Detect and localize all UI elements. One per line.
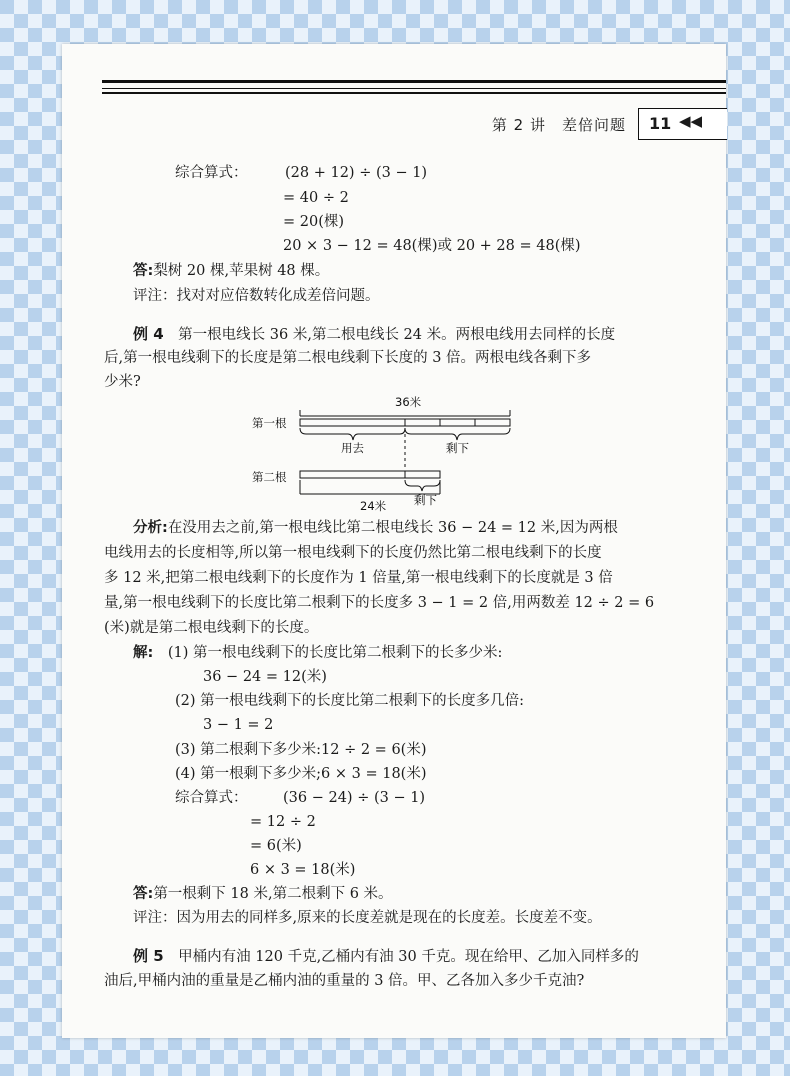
solution-label: 解: [133,645,154,661]
example4-line: 少米? [104,374,141,390]
wire-two-bar [300,471,440,478]
formula-line: = 6(米) [250,838,302,854]
comment: 评注：因为用去的同样多,原来的长度差就是现在的长度差。长度差不变。 [133,910,602,926]
row2-label: 第二根 [252,470,287,484]
header-rule [102,80,726,83]
header-rule [102,92,726,94]
formula-line: = 40 ÷ 2 [283,190,349,206]
example4-text: 第一根电线长 36 米,第二根电线长 24 米。两根电线用去同样的长度 [178,327,616,343]
answer-text: 梨树 20 棵,苹果树 48 棵。 [153,263,330,279]
solution-step: 3 − 1 = 2 [203,717,274,733]
analysis-line: 多 12 米,把第二根电线剩下的长度作为 1 倍量,第一根电线剩下的长度就是 3 倍 [104,570,613,586]
page-number: 11 [649,114,672,133]
line-segment-diagram [190,348,550,516]
analysis-label: 分析: [133,520,168,536]
answer-label: 答: [133,263,154,279]
row1-label: 第一根 [252,416,287,430]
analysis-line: (米)就是第二根电线剩下的长度。 [104,620,319,636]
solution-step: (3) 第二根剩下多少米:12 ÷ 2 = 6(米) [175,742,427,758]
example4-line [133,324,615,345]
running-title: 第 2 讲 差倍问题 [491,116,626,134]
example4-line: 后,第一根电线剩下的长度是第二根电线剩下长度的 3 倍。两根电线各剩下多 [104,350,592,366]
page-number-box [638,108,727,140]
formula-label: 综合算式： [175,165,248,181]
analysis-text: 在没用去之前,第一根电线比第二根电线长 36 − 24 = 12 米,因为两根 [167,520,618,536]
formula-line: (36 − 24) ÷ (3 − 1) [283,790,426,806]
formula-label: 综合算式： [175,790,248,806]
answer-label: 答: [133,886,154,902]
answer-line [133,261,329,281]
used-label: 用去 [341,441,364,455]
used-brace [300,428,405,440]
example5-text: 甲桶内有油 120 千克,乙桶内有油 30 千克。现在给甲、乙加入同样多的 [178,949,639,965]
remain1-label: 剩下 [446,441,469,455]
analysis-line: 量,第一根电线剩下的长度比第二根剩下的长度多 3 − 1 = 2 倍,用两数差 12 ÷ 2 = 6 [104,595,655,611]
double-arrow-icon: ◀◀ [679,112,703,130]
comment: 评注：找对对应倍数转化成差倍问题。 [133,288,380,304]
example5-line: 油后,甲桶内油的重量是乙桶内油的重量的 3 倍。甲、乙各加入多少千克油? [104,973,585,989]
example4-label: 例 4 [133,325,164,343]
example5-label: 例 5 [133,947,164,965]
header-rule [102,88,726,89]
answer-line [133,884,393,904]
solution-line [133,643,502,663]
formula-line: (28 + 12) ÷ (3 − 1) [285,165,428,181]
solution-step: (1) 第一根电线剩下的长度比第二根剩下的长多少米: [167,645,503,661]
formula-line: = 20(棵) [283,214,345,230]
answer-text: 第一根剩下 18 米,第二根剩下 6 米。 [153,886,393,902]
top-length-label: 36米 [395,395,422,409]
formula-line: 20 × 3 − 12 = 48(棵)或 20 + 28 = 48(棵) [283,238,581,254]
bottom-length-label: 24米 [360,499,387,513]
solution-step: 36 − 24 = 12(米) [203,669,327,685]
example5-line [133,946,639,967]
formula-line: 6 × 3 = 18(米) [250,862,356,878]
solution-step: (4) 第一根剩下多少米;6 × 3 = 18(米) [175,766,427,782]
analysis-line [133,518,618,538]
analysis-line: 电线用去的长度相等,所以第一根电线剩下的长度仍然比第二根电线剩下的长度 [104,545,602,561]
remain-brace [405,428,510,440]
remain-brace [405,480,440,491]
remain2-label: 剩下 [414,493,437,507]
solution-step: (2) 第一根电线剩下的长度比第二根剩下的长度多几倍: [175,693,525,709]
formula-line: = 12 ÷ 2 [250,814,316,830]
